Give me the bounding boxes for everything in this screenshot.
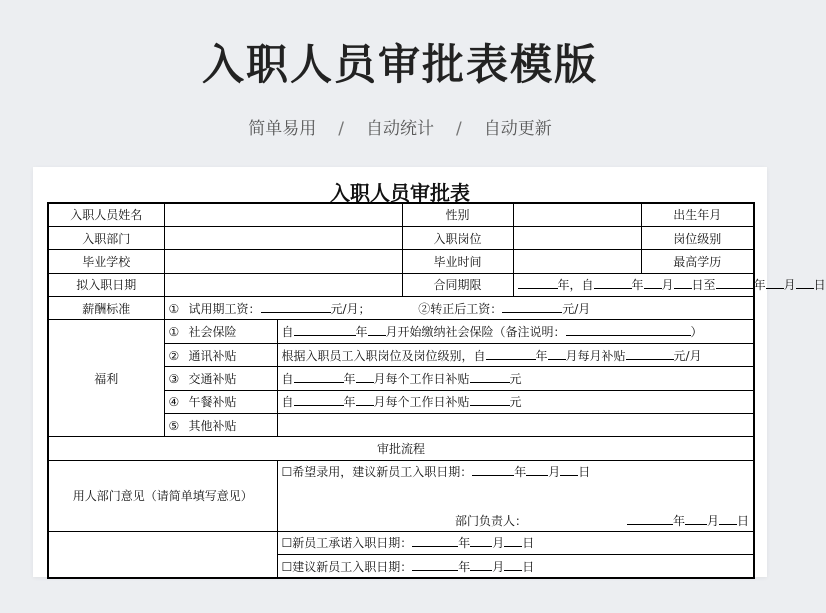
table-row [48,297,754,320]
salary-label: 薪酬标准 [48,297,164,320]
table-row [48,460,754,531]
suggest-date-value[interactable]: ☐建议新员工入职日期： 年 月 日 [277,555,754,578]
welfare-item-detail[interactable]: 根据入职员工入职岗位及岗位级别，自 年 月每月补贴 元/月 [277,343,754,366]
table-row [48,273,754,296]
salary-value[interactable]: ① 试用期工资： 元/月； ②转正后工资： 元/月 [164,297,754,320]
tag-auto-update: 自动更新 [483,119,552,139]
approval-form-table [47,202,826,579]
grad-value[interactable] [513,250,641,273]
tag-separator: / [456,119,462,139]
table-row [48,203,754,226]
manager-label: 部门负责人： [454,513,527,528]
approval-section-title: 审批流程 [48,437,754,460]
welfare-item-name: ③ 交通补贴 [164,367,277,390]
tag-separator: / [338,119,344,139]
commit-date-value[interactable]: ☐新员工承诺入职日期： 年 月 日 [277,531,754,554]
welfare-item-detail[interactable]: 自 年 月每个工作日补贴 元 [277,390,754,413]
school-value[interactable] [164,250,402,273]
school-label: 毕业学校 [48,250,164,273]
subtitle-tags [0,114,800,139]
table-row [48,531,754,554]
table-row [48,226,754,249]
level-label: 岗位级别 [641,226,754,249]
welfare-label: 福利 [48,320,164,437]
birth-label: 出生年月 [641,203,754,226]
form-sheet [33,167,826,577]
page-title: 入职人员审批表模版 [201,40,598,89]
welfare-item-name: ⑤ 其他补贴 [164,414,277,437]
post-value[interactable] [513,226,641,249]
contract-value[interactable]: 年，自 年 月 日至 年 月 日 [513,273,754,296]
contract-label: 合同期限 [402,273,513,296]
hr-opinion-label [48,531,277,578]
dept-value[interactable] [164,226,402,249]
gender-label: 性别 [402,203,513,226]
welfare-item-detail[interactable] [277,414,754,437]
name-label: 入职人员姓名 [48,203,164,226]
tag-auto-stats: 自动统计 [366,119,434,139]
entry-date-label: 拟入职日期 [48,273,164,296]
post-label: 入职岗位 [402,226,513,249]
dept-label: 入职部门 [48,226,164,249]
dept-opinion-label: 用人部门意见（请简单填写意见） [48,460,277,531]
form-title: 入职人员审批表 [330,181,470,205]
table-row [48,437,754,460]
edu-label: 最高学历 [641,250,754,273]
table-row [48,320,754,343]
tag-easy: 简单易用 [248,119,317,139]
table-row [48,250,754,273]
gender-value[interactable] [513,203,641,226]
entry-date-value[interactable] [164,273,402,296]
welfare-item-name: ④ 午餐补贴 [164,390,277,413]
welfare-item-detail[interactable]: 自 年 月每个工作日补贴 元 [277,367,754,390]
grad-label: 毕业时间 [402,250,513,273]
name-value[interactable] [164,203,402,226]
dept-opinion-value[interactable]: ☐希望录用，建议新员工入职日期： 年 月 日 部门负责人： 年 月 日 [277,460,754,531]
welfare-item-name: ② 通讯补贴 [164,343,277,366]
welfare-item-detail[interactable]: 自 年 月开始缴纳社会保险（备注说明： ） [277,320,754,343]
welfare-item-name: ① 社会保险 [164,320,277,343]
